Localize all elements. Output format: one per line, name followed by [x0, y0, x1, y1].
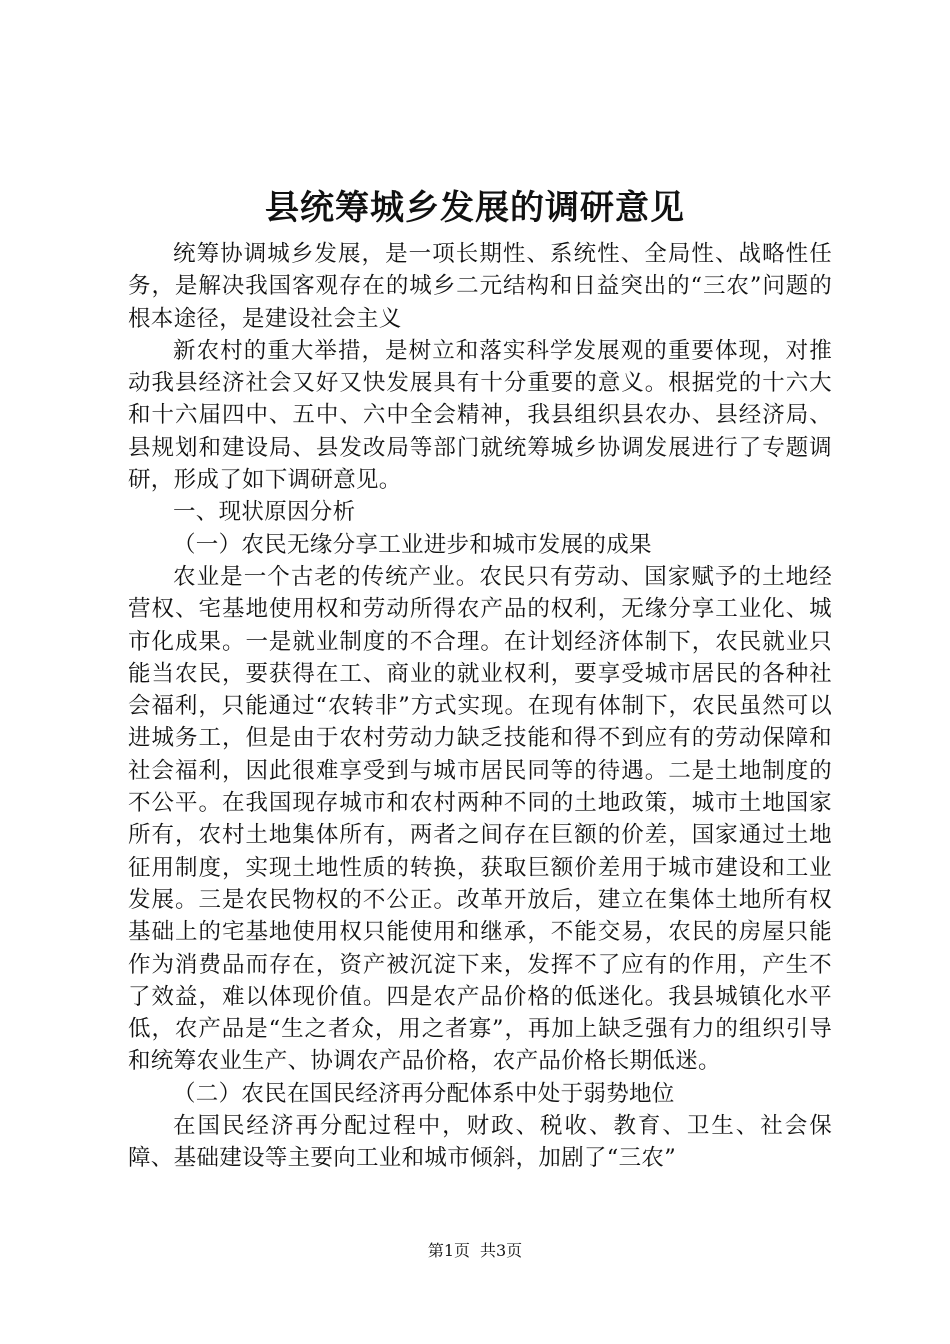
page-total: 共3页	[480, 1241, 523, 1260]
subsection-heading-2: （二）农民在国民经济再分配体系中处于弱势地位	[173, 1080, 675, 1107]
section-heading-1: 一、现状原因分析	[173, 499, 356, 526]
subsection-heading-1: （一）农民无缘分享工业进步和城市发展的成果	[173, 531, 652, 558]
document-body	[128, 238, 832, 1175]
paragraph-analysis-2: 在国民经济再分配过程中，财政、税收、教育、卫生、社会保障、基础建设等主要向工业和城市倾斜，加剧了“三农”	[128, 1113, 832, 1172]
paragraph-intro-1: 统筹协调城乡发展，是一项长期性、系统性、全局性、战略性任务，是解决我国客观存在的城乡二元结构和日益突出的“三农”问题的根本途径，是建设社会主义	[128, 241, 832, 332]
paragraph-intro-2: 新农村的重大举措，是树立和落实科学发展观的重要体现，对推动我县经济社会又好又快发展具有十分重要的意义。根据党的十六大和十六届四中、五中、六中全会精神，我县组织县农办、县经济局、县规划和建设局、县发改局等部门就统筹城乡协调发展进行了专题调研，形成了如下调研意见。	[128, 337, 832, 494]
paragraph-analysis-1: 农业是一个古老的传统产业。农民只有劳动、国家赋予的土地经营权、宅基地使用权和劳动所得农产品的权利，无缘分享工业化、城市化成果。一是就业制度的不合理。在计划经济体制下，农民就业只能当农民，要获得在工、商业的就业权利，要享受城市居民的各种社会福利，只能通过“农转非”方式实现。在现有体制下，农民虽然可以进城务工，但是由于农村劳动力缺乏技能和得不到应有的劳动保障和社会福利，因此很难享受到与城市居民同等的待遇。二是土地制度的不公平。在我国现存城市和农村两种不同的土地政策，城市土地国家所有，农村土地集体所有，两者之间存在巨额的价差，国家通过土地征用制度，实现土地性质的转换，获取巨额价差用于城市建设和工业发展。三是农民物权的不公正。改革开放后，建立在集体土地所有权基础上的宅基地使用权只能使用和继承，不能交易，农民的房屋只能作为消费品而存在，资产被沉淀下来，发挥不了应有的作用，产生不了效益，难以体现价值。四是农产品价格的低迷化。我县城镇化水平低，农产品是“生之者众，用之者寡”，再加上缺乏强有力的组织引导和统筹农业生产、协调农产品价格，农产品价格长期低迷。	[128, 563, 832, 1075]
page-number: 第1页	[427, 1241, 470, 1260]
page-footer	[0, 1240, 950, 1262]
document-title: 县统筹城乡发展的调研意见	[265, 188, 685, 228]
